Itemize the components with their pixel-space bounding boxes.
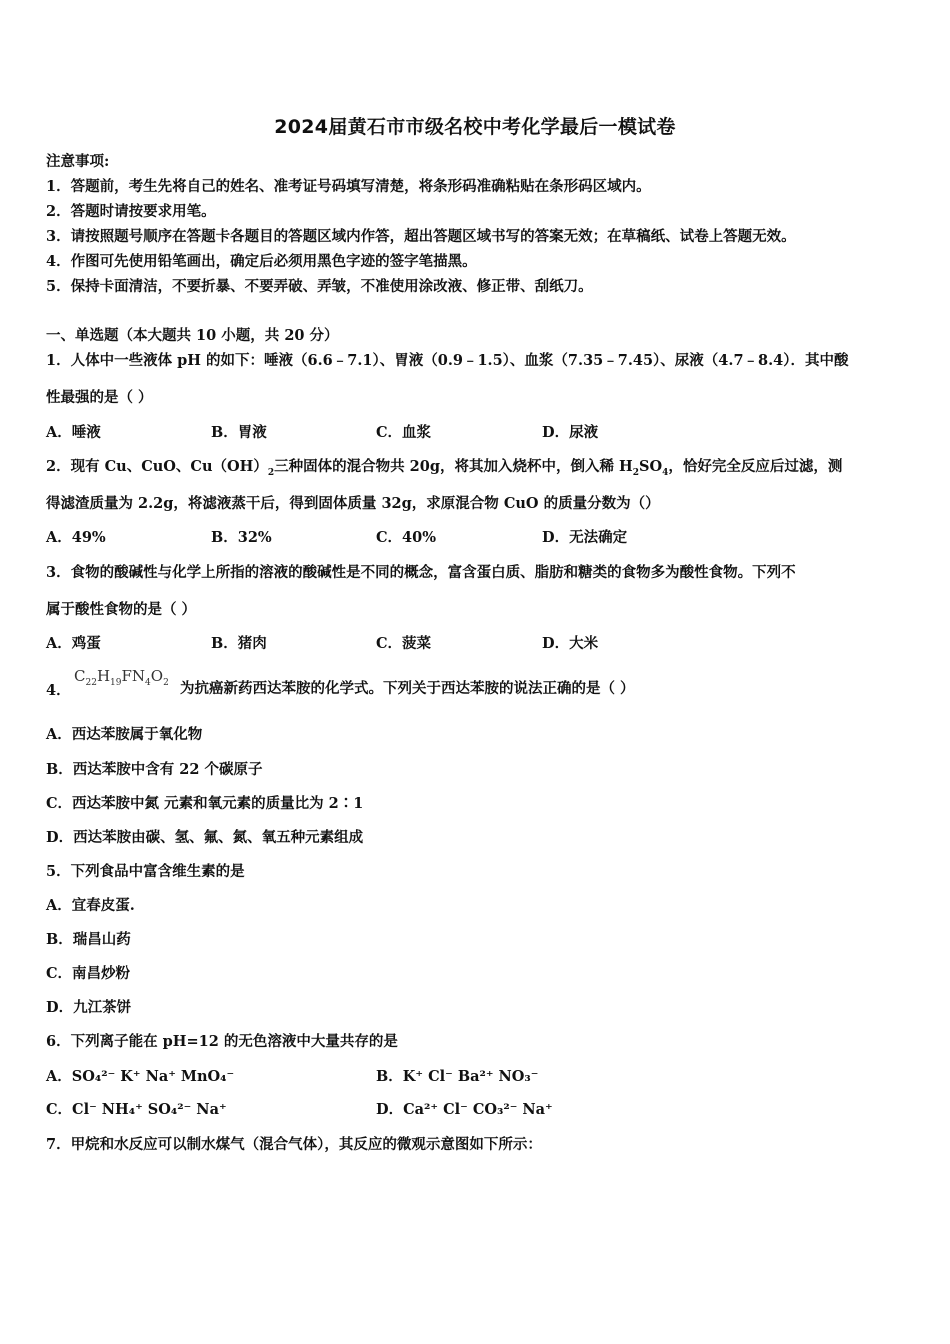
notice-item-5: 5．保持卡面清洁，不要折暴、不要弄破、弄皱，不准使用涂改液、修正带、刮纸刀。: [46, 278, 593, 295]
q4-option-c: C．西达苯胺中氮 元素和氧元素的质量比为 2∶1: [46, 795, 364, 812]
q6-option-b: B．K⁺ Cl⁻ Ba²⁺ NO₃⁻: [376, 1068, 539, 1085]
page-title: 2024届黄石市市级名校中考化学最后一模试卷: [274, 116, 676, 138]
q5-option-b: B．瑞昌山药: [46, 931, 131, 948]
q2-option-b: B．32%: [211, 529, 272, 546]
q3-line2: 属于酸性食物的是（ ）: [46, 601, 197, 618]
q4-option-a: A．西达苯胺属于氧化物: [46, 726, 203, 743]
q5-option-d: D．九江茶饼: [46, 999, 132, 1016]
q5-option-a: A．宜春皮蛋.: [46, 897, 135, 914]
q6-option-d: D．Ca²⁺ Cl⁻ CO₃²⁻ Na⁺: [376, 1101, 553, 1118]
q4-text: 为抗癌新药西达苯胺的化学式。下列关于西达苯胺的说法正确的是（ ）: [180, 680, 635, 697]
q1-option-b: B．胃液: [211, 424, 267, 441]
q5-option-c: C．南昌炒粉: [46, 965, 131, 982]
q1-line1: 1．人体中一些液体 pH 的如下：唾液（6.6﹣7.1）、胃液（0.9﹣1.5）、血浆（7.35﹣7.45）、尿液（4.7﹣8.4）．其中酸: [46, 352, 849, 369]
notice-heading: 注意事项:: [46, 153, 110, 170]
q6-option-c: C．Cl⁻ NH₄⁺ SO₄²⁻ Na⁺: [46, 1101, 227, 1118]
q1-option-a: A．唾液: [46, 424, 101, 441]
q2-option-a: A．49%: [46, 529, 106, 546]
q2-option-d: D．无法确定: [542, 529, 628, 546]
q4-option-b: B．西达苯胺中含有 22 个碳原子: [46, 761, 263, 778]
section-heading: 一、单选题（本大题共 10 小题，共 20 分）: [46, 327, 339, 344]
notice-item-4: 4．作图可先使用铅笔画出，确定后必须用黑色字迹的签字笔描黑。: [46, 253, 477, 270]
notice-item-3: 3．请按照题号顺序在答题卡各题目的答题区域内作答，超出答题区域书写的答案无效；在草稿纸、试卷上答题无效。: [46, 228, 796, 245]
q1-option-d: D．尿液: [542, 424, 599, 441]
q2-option-c: C．40%: [376, 529, 436, 546]
q4-number: 4．: [46, 682, 71, 699]
q4-option-d: D．西达苯胺由碳、氢、氟、氮、氧五种元素组成: [46, 829, 364, 846]
q3-option-c: C．菠菜: [376, 635, 432, 652]
q2-line2: 得滤渣质量为 2.2g，将滤液蒸干后，得到固体质量 32g，求原混合物 CuO 的质量分数为（）: [46, 495, 660, 512]
q5-line1: 5．下列食品中富含维生素的是: [46, 863, 245, 880]
q1-line2: 性最强的是（ ）: [46, 389, 153, 406]
notice-item-1: 1．答题前，考生先将自己的姓名、准考证号码填写清楚，将条形码准确粘贴在条形码区域内。: [46, 178, 651, 195]
q4-formula: $C_{22}H_{19}FN_4O_2$: [74, 667, 169, 688]
q1-option-c: C．血浆: [376, 424, 432, 441]
q6-line1: 6．下列离子能在 pH=12 的无色溶液中大量共存的是: [46, 1033, 398, 1050]
q3-option-d: D．大米: [542, 635, 599, 652]
q3-option-a: A．鸡蛋: [46, 635, 101, 652]
q7-line1: 7．甲烷和水反应可以制水煤气（混合气体），其反应的微观示意图如下所示：: [46, 1136, 542, 1153]
q3-option-b: B．猪肉: [211, 635, 267, 652]
q2-line1: 2．现有 Cu、CuO、$Cu(OH)_2$三种固体的混合物共 20g，将其加入烧杯中，倒入稀 $H_2SO_4$，恰好完全反应后过滤，测: [46, 458, 843, 478]
notice-item-2: 2．答题时请按要求用笔。: [46, 203, 216, 220]
q6-option-a: A．SO₄²⁻ K⁺ Na⁺ MnO₄⁻: [46, 1068, 235, 1085]
q3-line1: 3．食物的酸碱性与化学上所指的溶液的酸碱性是不同的概念，富含蛋白质、脂肪和糖类的食物多为酸性食物。下列不: [46, 564, 796, 581]
